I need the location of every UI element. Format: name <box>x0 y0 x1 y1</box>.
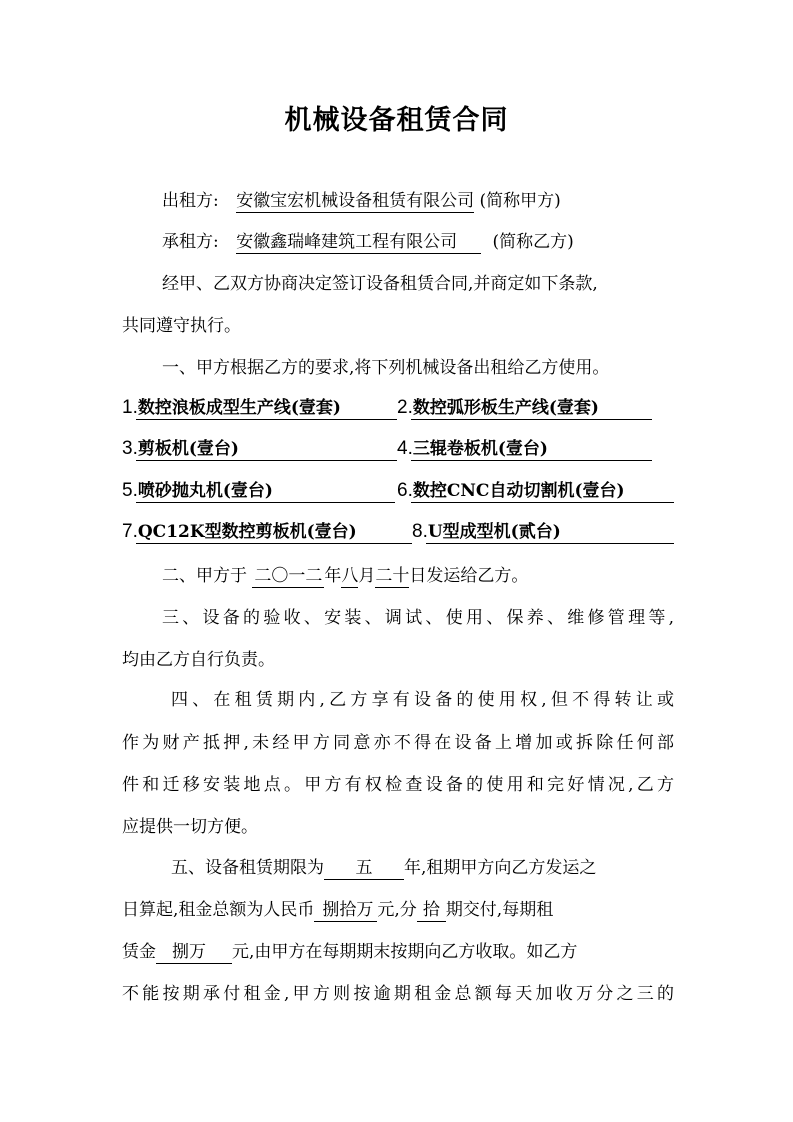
rent-total: 捌拾万 <box>314 899 377 922</box>
clause-4-line-4: 应提供一切方便。 <box>122 817 258 837</box>
clause-5-line-2: 日算起,租金总额为人民币 捌拾万 元,分 拾 期交付,每期租 <box>122 900 554 920</box>
lessor-line <box>162 189 682 213</box>
equipment-item: 8.U型成型机(贰台) <box>412 521 674 543</box>
lessee-name: 安徽鑫瑞峰建筑工程有限公司 <box>236 231 481 254</box>
rent-periods: 拾 <box>417 899 446 922</box>
equipment-item: 4.三辊卷板机(壹台) <box>397 438 652 460</box>
clause-2: 二、甲方于 二〇一二 年八月二十日发运给乙方。 <box>162 566 529 586</box>
lessee-alias: (简称乙方) <box>492 232 574 252</box>
lease-years: 五 <box>324 857 404 880</box>
equipment-item: 5.喷砂抛丸机(壹台) <box>122 480 395 502</box>
lessee-label: 承租方: <box>162 232 219 252</box>
equipment-item: 6.数控CNC自动切割机(壹台) <box>397 480 674 502</box>
equipment-item: 2.数控弧形板生产线(壹套) <box>397 397 652 419</box>
clause-5-line-1: 五、设备租赁期限为 五 年,租期甲方向乙方发运之 <box>171 858 597 878</box>
clause-4-line-2: 作为财产抵押,未经甲方同意亦不得在设备上增加或拆除任何部 <box>122 733 674 753</box>
lessor-label: 出租方: <box>162 191 219 211</box>
clause-4-line-1: 四、在租赁期内,乙方享有设备的使用权,但不得转让或 <box>171 690 674 710</box>
lessee-line <box>162 230 682 254</box>
equipment-item: 7.QC12K型数控剪板机(壹台) <box>122 521 412 543</box>
document-title: 机械设备租赁合同 <box>284 105 509 136</box>
equipment-item: 1.数控浪板成型生产线(壹套) <box>122 397 397 419</box>
ship-day: 二十 <box>375 566 410 586</box>
clause-5-line-4: 不能按期承付租金,甲方则按逾期租金总额每天加收万分之三的 <box>122 984 674 1004</box>
lessor-name: 安徽宝宏机械设备租赁有限公司 <box>236 191 475 211</box>
clause-3-line-2: 均由乙方自行负责。 <box>122 650 275 670</box>
clause-5-line-3: 赁金 捌万 元,由甲方在每期期末按期向乙方收取。如乙方 <box>122 942 578 962</box>
lessor-alias: (简称甲方) <box>479 191 561 211</box>
clause-3-line-1: 三、设备的验收、安装、调试、使用、保养、维修管理等, <box>162 608 674 628</box>
intro-line-2: 共同遵守执行。 <box>122 316 241 336</box>
ship-year: 二〇一二 <box>254 566 323 586</box>
equipment-item: 3.剪板机(壹台) <box>122 438 397 460</box>
rent-per-period: 捌万 <box>156 941 232 964</box>
clause-4-line-3: 件和迁移安装地点。甲方有权检查设备的使用和完好情况,乙方 <box>122 775 674 795</box>
intro-line-1: 经甲、乙双方协商决定签订设备租赁合同,并商定如下条款, <box>162 274 598 294</box>
ship-month: 八 <box>341 566 359 586</box>
clause-1: 一、甲方根据乙方的要求,将下列机械设备出租给乙方使用。 <box>162 358 610 378</box>
